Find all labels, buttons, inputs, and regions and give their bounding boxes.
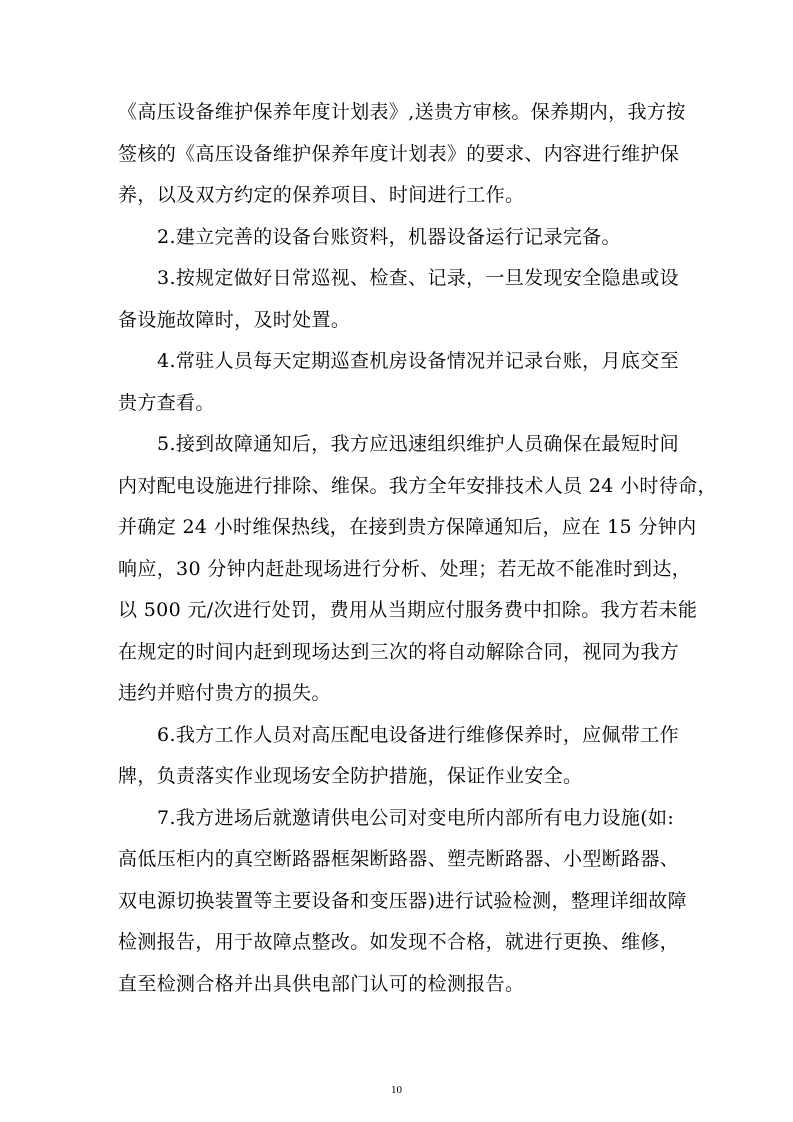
text-line: 备设施故障时，及时处置。 bbox=[118, 308, 351, 331]
text-line: 5.接到故障通知后，我方应迅速组织维护人员确保在最短时间 bbox=[157, 433, 679, 455]
text-line: 牌，负责落实作业现场安全防护措施，保证作业安全。 bbox=[118, 765, 583, 787]
text-line: 违约并赔付贵方的损失。 bbox=[118, 682, 331, 704]
text-line: 双电源切换装置等主要设备和变压器)进行试验检测，整理详细故障 bbox=[118, 889, 687, 912]
page-number: 10 bbox=[391, 1084, 402, 1096]
text-line: 养，以及双方约定的保养项目、时间进行工作。 bbox=[118, 184, 525, 206]
text-line: 内对配电设施进行排除、维保。我方全年安排技术人员 24 小时待命， bbox=[118, 474, 717, 497]
text-line: 在规定的时间内赶到现场达到三次的将自动解除合同，视同为我方 bbox=[118, 640, 680, 663]
text-line: 贵方查看。 bbox=[118, 391, 215, 414]
text-line: 以 500 元/次进行处罚，费用从当期应付服务费中扣除。我方若未能 bbox=[118, 599, 698, 621]
text-line: 响应，30 分钟内赶赴现场进行分析、处理；若无故不能准时到达， bbox=[118, 557, 692, 580]
text-line: 直至检测合格并出具供电部门认可的检测报告。 bbox=[118, 972, 525, 995]
text-line: 检测报告，用于故障点整改。如发现不合格，就进行更换、维修， bbox=[118, 931, 680, 953]
text-line: 高低压柜内的真空断路器框架断路器、塑壳断路器、小型断路器、 bbox=[118, 848, 680, 870]
text-line: 7.我方进场后就邀请供电公司对变电所内部所有电力设施(如: bbox=[157, 806, 675, 829]
text-line: 6.我方工作人员对高压配电设备进行维修保养时，应佩带工作 bbox=[157, 723, 679, 746]
text-line: 并确定 24 小时维保热线，在接到贵方保障通知后，应在 15 分钟内 bbox=[118, 516, 697, 538]
text-line: 3.按规定做好日常巡视、检查、记录，一旦发现安全隐患或设 bbox=[157, 267, 679, 289]
text-line: 《高压设备维护保养年度计划表》,送贵方审核。保养期内，我方按 bbox=[118, 101, 686, 123]
text-line: 签核的《高压设备维护保养年度计划表》的要求、内容进行维护保 bbox=[118, 142, 680, 165]
text-line: 2.建立完善的设备台账资料，机器设备运行记录完备。 bbox=[157, 225, 621, 248]
body-text bbox=[118, 92, 718, 1005]
text-line: 4.常驻人员每天定期巡查机房设备情况并记录台账，月底交至 bbox=[157, 350, 679, 372]
